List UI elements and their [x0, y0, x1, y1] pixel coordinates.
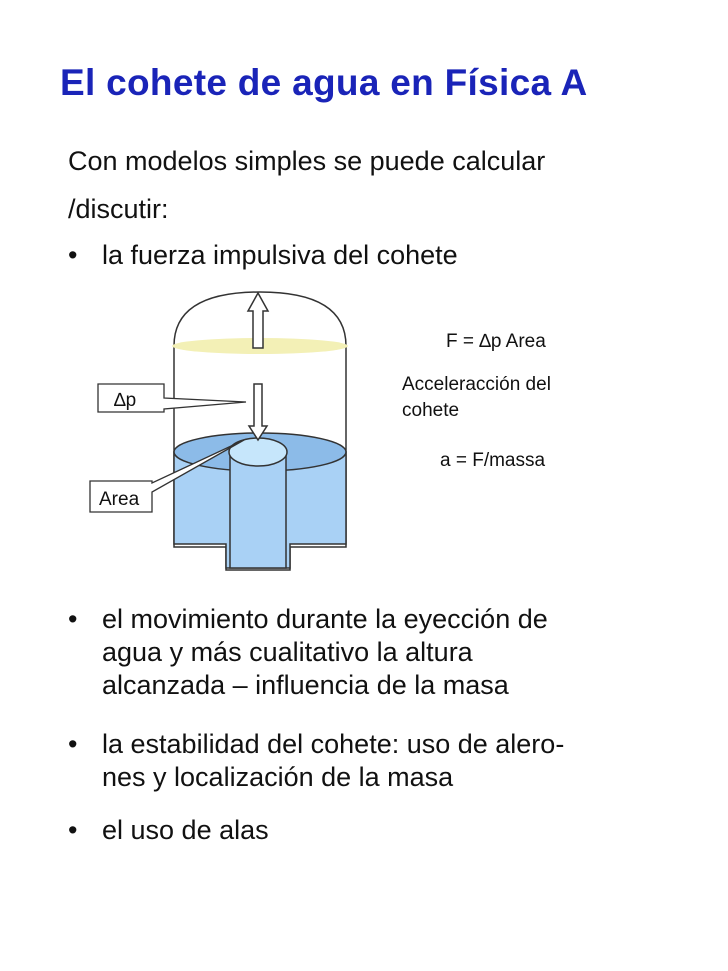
bullet-line: el movimiento durante la eyección de — [102, 604, 548, 634]
intro-line-2: /discutir: — [68, 194, 169, 224]
nozzle-top — [229, 438, 287, 466]
area-label: Area — [99, 489, 140, 510]
acceleration-formula: a = F/massa — [440, 450, 546, 471]
intro-line-1: Con modelos simples se puede calcular — [68, 146, 546, 176]
rocket-diagram — [0, 280, 728, 580]
force-formula: F = ∆p Area — [446, 331, 546, 352]
bullet-line: nes y localización de la masa — [102, 762, 454, 792]
bullet-text — [102, 815, 269, 848]
nozzle-cylinder — [230, 452, 286, 568]
acceleration-label-line1: Acceleracción del — [402, 374, 551, 395]
bullet-text — [102, 240, 458, 273]
bullet-line: el uso de alas — [102, 815, 269, 845]
bullet-text — [102, 729, 564, 795]
bullet-line: la fuerza impulsiva del cohete — [102, 240, 458, 270]
bullet-dot: • — [68, 604, 78, 634]
bullet-dot: • — [68, 815, 78, 845]
dp-label: ∆p — [114, 390, 137, 411]
bullet-dot: • — [68, 729, 78, 759]
bullet-text — [102, 604, 548, 703]
acceleration-label-line2: cohete — [402, 400, 460, 421]
bullet-line: alcanzada – influencia de la masa — [102, 670, 509, 700]
bullet-line: agua y más cualitativo la altura — [102, 637, 473, 667]
bullet-dot: • — [68, 240, 78, 270]
bullet-line: la estabilidad del cohete: uso de alero- — [102, 729, 565, 759]
slide-title: El cohete de agua en Física A — [60, 62, 588, 103]
